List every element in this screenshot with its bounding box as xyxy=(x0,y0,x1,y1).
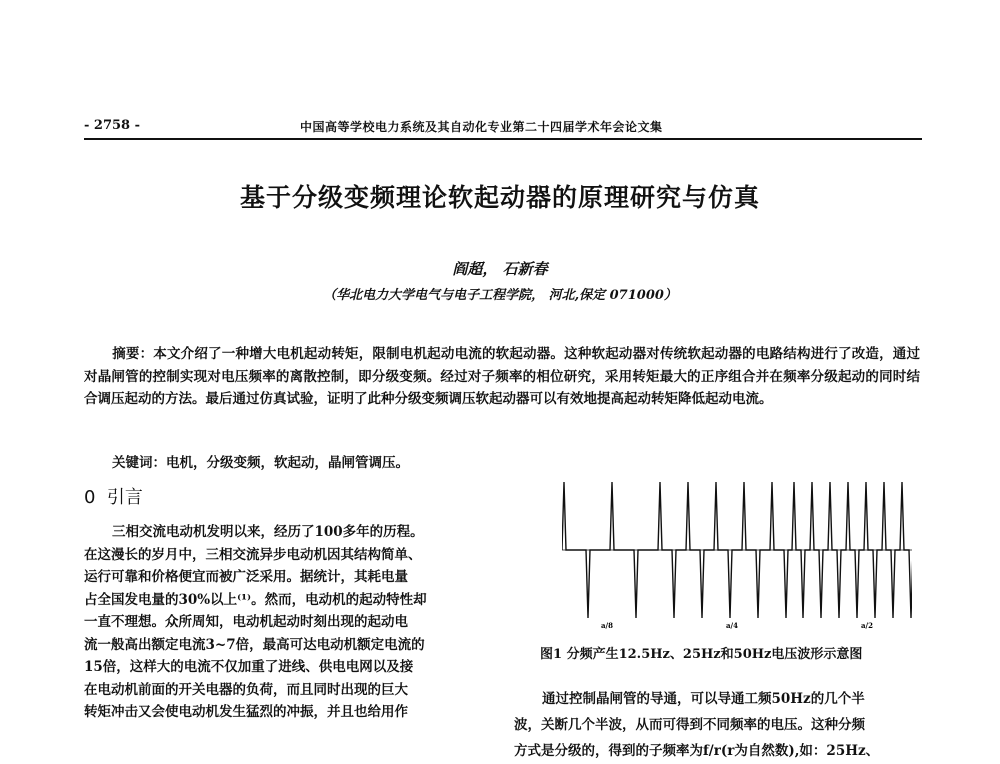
keywords-text: 电机，分级变频，软起动，晶闸管调压。 xyxy=(166,455,409,471)
x-tick-label: a/8 xyxy=(601,621,613,630)
body-right-column xyxy=(514,686,926,764)
figure-caption: 图1 分频产生12.5Hz、25Hz和50Hz电压波形示意图 xyxy=(540,647,863,662)
page-number: - 2758 - xyxy=(84,118,141,133)
x-tick-label: a/2 xyxy=(861,621,873,630)
keywords xyxy=(84,451,920,471)
paper-authors: 阎超， 石新春 xyxy=(452,260,548,278)
journal-title: 中国高等学校电力系统及其自动化专业第二十四届学术年会论文集 xyxy=(300,120,663,134)
body-line: 转矩冲击又会使电动机发生猛烈的冲振，并且也给用作 xyxy=(84,704,408,720)
body-line: 三相交流电动机发明以来，经历了100多年的历程。 xyxy=(112,524,424,540)
abstract-label: 摘要： xyxy=(112,346,154,362)
body-line: 一直不理想。众所周知，电动机起动时刻出现的起动电 xyxy=(84,614,408,630)
x-tick-label: a/4 xyxy=(726,621,738,630)
paper-title: 基于分级变频理论软起动器的原理研究与仿真 xyxy=(239,183,760,212)
section-number: 0 xyxy=(84,487,96,508)
body-left-column xyxy=(84,521,490,724)
body-line: 在电动机前面的开关电器的负荷，而且同时出现的巨大 xyxy=(84,681,408,698)
body-line: 在这漫长的岁月中，三相交流异步电动机因其结构简单、 xyxy=(84,546,422,563)
body-line: 方式是分级的，得到的子频率为f/r(r为自然数),如：25Hz、 xyxy=(514,743,880,759)
body-line: 15倍，这样大的电流不仅加重了进线、供电电网以及接 xyxy=(84,659,414,675)
keywords-label: 关键词： xyxy=(112,455,166,471)
abstract xyxy=(84,343,920,411)
paper-affiliation: （华北电力大学电气与电子工程学院， 河北,保定 071000） xyxy=(323,288,677,303)
waveform-figure xyxy=(562,470,912,630)
body-line: 运行可靠和价格便宜而被广泛采用。据统计，其耗电量 xyxy=(84,569,408,585)
body-line: 流一般高出额定电流3~7倍，最高可达电动机额定电流的 xyxy=(84,636,425,653)
body-line: 通过控制晶闸管的导通，可以导通工频50Hz的几个半 xyxy=(542,691,865,707)
header-rule xyxy=(84,138,922,140)
abstract-text: 本文介绍了一种增大电机起动转矩，限制电机起动电流的软起动器。这种软起动器对传统软起动器的电路结构进行了改造，通过对晶闸管的控制实现对电压频率的离散控制，即分级变频。经过对子频率的相位研究，采用转矩最大的正序组合并在频率分级起动的同时结合调压起动的方法。最后通过仿真试验，证明了此种分级变频调压软起动器可以有效地提高起动转矩降低起动电流。 xyxy=(84,346,920,407)
section-title: 引言 xyxy=(106,487,143,508)
body-line: 占全国发电量的30%以上⁽¹⁾。然而，电动机的起动特性却 xyxy=(84,591,427,608)
section-heading xyxy=(84,483,143,509)
body-line: 波，关断几个半波，从而可得到不同频率的电压。这种分频 xyxy=(514,717,865,733)
